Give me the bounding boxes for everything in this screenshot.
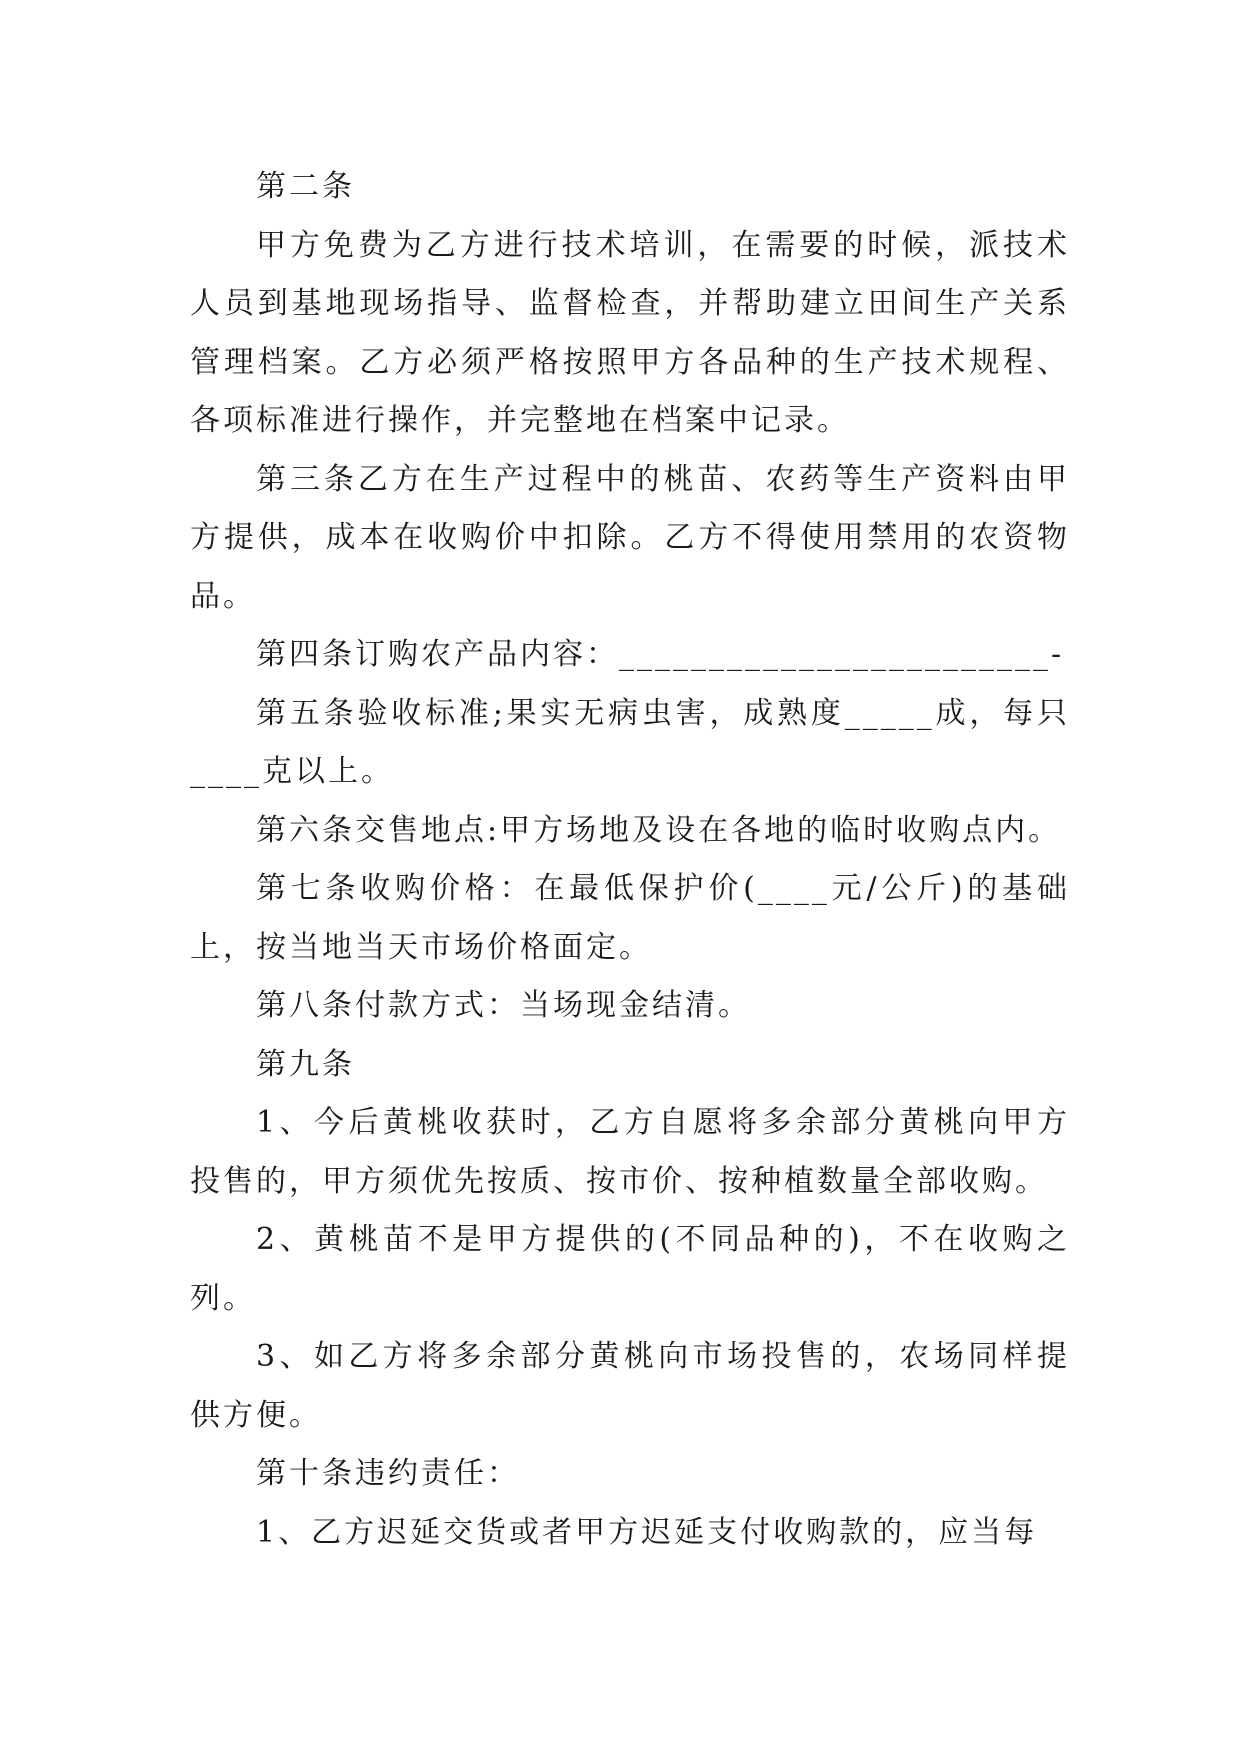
article-10-heading: 第十条违约责任： bbox=[256, 1456, 520, 1491]
article-3: 第三条乙方在生产过程中的桃苗、农药等生产资料由甲方提供，成本在收购价中扣除。乙方不得使用禁用的农资物品。 bbox=[190, 461, 1070, 614]
article-8: 第八条付款方式：当场现金结清。 bbox=[256, 988, 751, 1023]
document-page bbox=[190, 158, 1070, 1562]
article-9-item-3: 3、如乙方将多余部分黄桃向市场投售的，农场同样提供方便。 bbox=[190, 1339, 1070, 1433]
article-9-item-1: 1、今后黄桃收获时，乙方自愿将多余部分黄桃向甲方投售的，甲方须优先按质、按市价、按种植数量全部收购。 bbox=[190, 1105, 1070, 1199]
article-9-item-2: 2、黄桃苗不是甲方提供的(不同品种的)，不在收购之列。 bbox=[190, 1222, 1070, 1316]
article-9-heading: 第九条 bbox=[256, 1046, 355, 1082]
article-2-heading: 第二条 bbox=[256, 169, 355, 204]
article-10-item-1: 1、乙方迟延交货或者甲方迟延支付收购款的，应当每 bbox=[256, 1514, 1038, 1550]
article-6: 第六条交售地点:甲方场地及设在各地的临时收购点内。 bbox=[256, 812, 1062, 848]
article-7: 第七条收购价格：在最低保护价(____元/公斤)的基础上，按当地当天市场价格面定。 bbox=[190, 871, 1070, 965]
article-2-body: 甲方免费为乙方进行技术培训，在需要的时候，派技术人员到基地现场指导、监督检查，并帮助建立田间生产关系管理档案。乙方必须严格按照甲方各品种的生产技术规程、各项标准进行操作，并完整地在档案中记录。 bbox=[190, 227, 1070, 438]
article-4: 第四条订购农产品内容：________________________- bbox=[256, 637, 1065, 672]
article-5: 第五条验收标准;果实无病虫害，成熟度_____成，每只____克以上。 bbox=[190, 695, 1070, 789]
